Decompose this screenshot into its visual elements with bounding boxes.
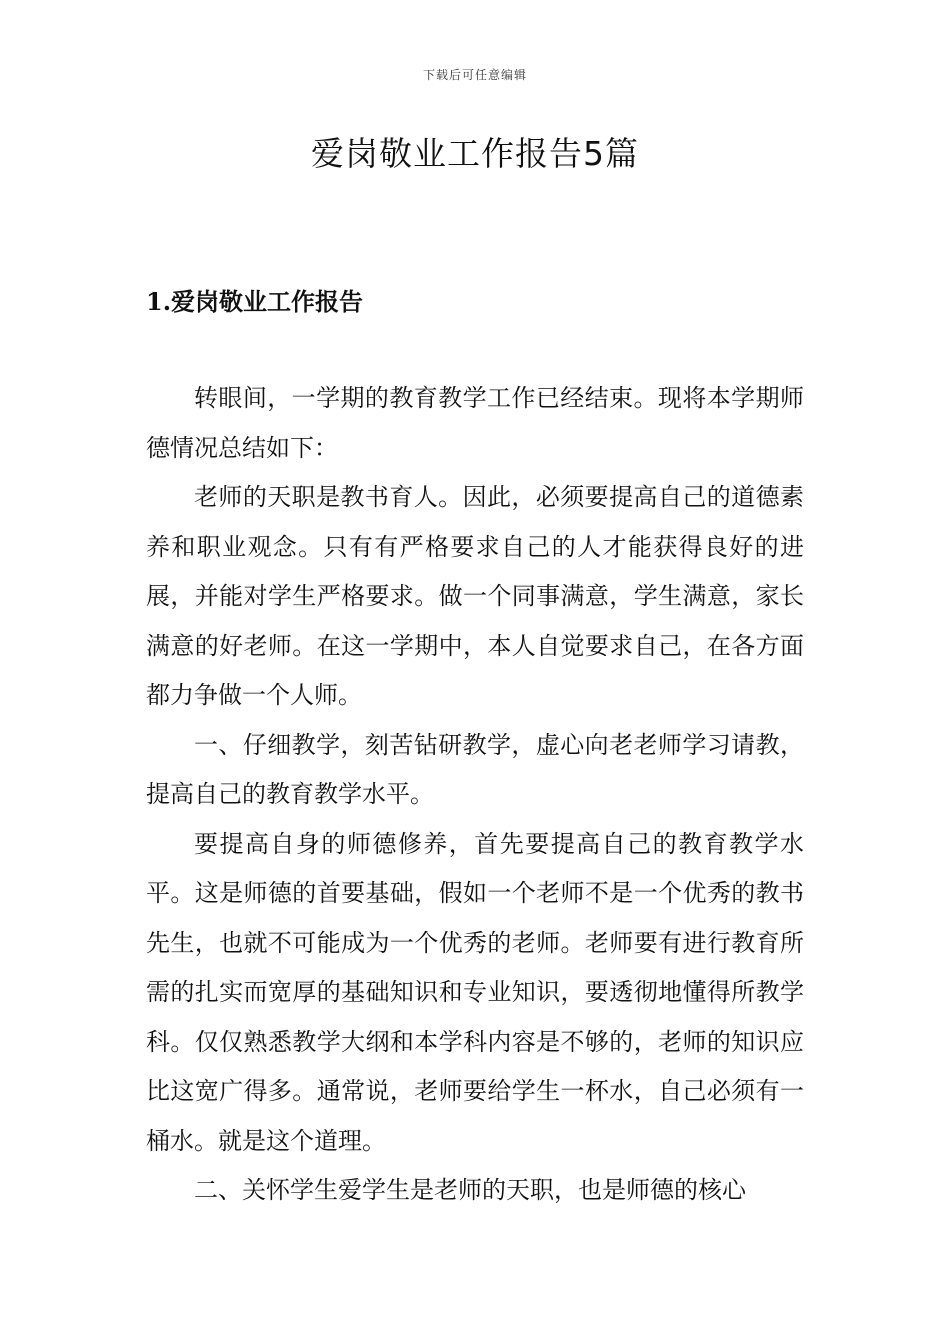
body-text [146,374,804,1216]
paragraph-teaching-level: 要提高自身的师德修养，首先要提高自己的教育教学水平。这是师德的首要基础，假如一个老师不是一个优秀的教书先生，也就不可能成为一个优秀的老师。老师要有进行教育所需的扎实而宽厚的基础知识和专业知识，要透彻地懂得所教学科。仅仅熟悉教学大纲和本学科内容是不够的，老师的知识应比这宽广得多。通常说，老师要给学生一杯水，自己必须有一桶水。就是这个道理。 [146,829,804,1155]
header-note: 下载后可任意编辑 [422,68,527,82]
paragraph-point-two: 二、关怀学生爱学生是老师的天职，也是师德的核心 [194,1176,746,1204]
paragraph-teacher-duty: 老师的天职是教书育人。因此，必须要提高自己的道德素养和职业观念。只有有严格要求自己的人才能获得良好的进展，并能对学生严格要求。做一个同事满意，学生满意，家长满意的好老师。在这一学期中，本人自觉要求自己，在各方面都力争做一个人师。 [146,483,804,709]
section-heading: 1.爱岗敬业工作报告 [146,287,364,316]
paragraph-point-one: 一、仔细教学，刻苦钻研教学，虚心向老老师学习请教，提高自己的教育教学水平。 [146,730,804,808]
paragraph-intro: 转眼间，一学期的教育教学工作已经结束。现将本学期师德情况总结如下： [146,384,804,462]
document-title: 爱岗敬业工作报告5篇 [311,134,639,173]
